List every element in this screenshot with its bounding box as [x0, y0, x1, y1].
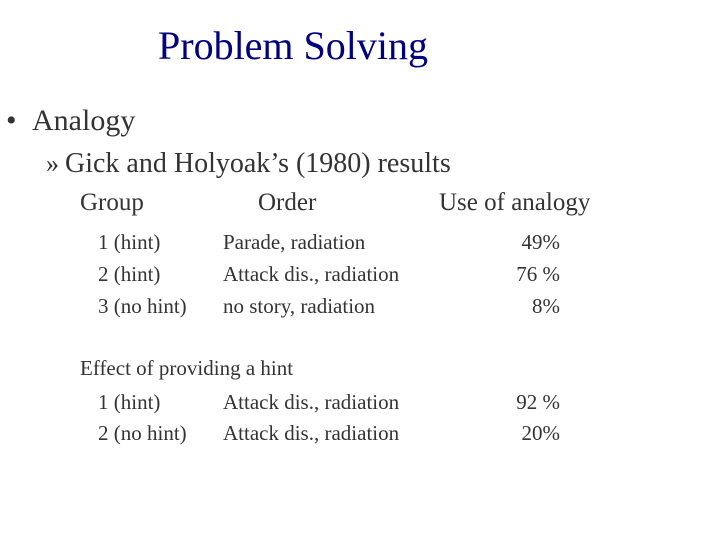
- bullet-analogy: [6, 104, 135, 138]
- bullet-label: Analogy: [32, 104, 136, 137]
- column-header-order: Order: [258, 189, 317, 216]
- sub-bullet-label: Gick and Holyoak’s (1980) results: [65, 148, 451, 179]
- slide-title: Problem Solving: [158, 23, 429, 68]
- sub-bullet-results: [46, 148, 451, 180]
- row-2-group: 2 (hint): [98, 262, 161, 286]
- row-1-use: 49%: [521, 230, 560, 254]
- row-3-use: 8%: [532, 294, 560, 318]
- row-2-use: 76 %: [516, 262, 560, 286]
- section-heading-hint-effect: Effect of providing a hint: [80, 356, 294, 380]
- chevron-right-icon: »: [46, 149, 59, 178]
- row-2-order: Attack dis., radiation: [223, 262, 400, 286]
- hint-row-2-order: Attack dis., radiation: [223, 421, 400, 445]
- hint-row-1-use: 92 %: [516, 390, 560, 414]
- column-header-use: Use of analogy: [439, 189, 591, 216]
- hint-row-2-use: 20%: [521, 421, 560, 445]
- hint-row-1-order: Attack dis., radiation: [223, 390, 400, 414]
- column-header-group: Group: [80, 189, 144, 216]
- hint-row-2-group: 2 (no hint): [98, 421, 187, 445]
- row-3-order: no story, radiation: [223, 294, 376, 318]
- row-1-group: 1 (hint): [98, 230, 161, 254]
- row-3-group: 3 (no hint): [98, 294, 187, 318]
- hint-row-1-group: 1 (hint): [98, 390, 161, 414]
- row-1-order: Parade, radiation: [223, 230, 366, 254]
- bullet-dot-icon: •: [6, 104, 17, 137]
